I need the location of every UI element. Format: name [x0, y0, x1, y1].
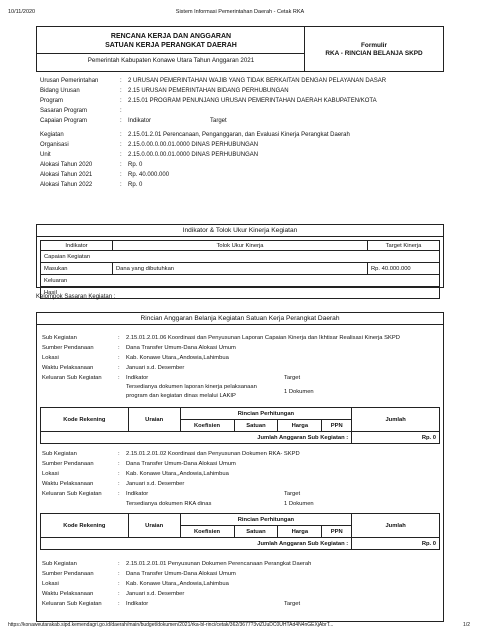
info-label: Unit	[40, 152, 51, 158]
colon: :	[120, 88, 122, 94]
header-right	[305, 27, 443, 71]
colon: :	[120, 78, 122, 84]
sub-label: Lokasi	[42, 471, 59, 477]
info-label: Capaian Program	[40, 118, 88, 124]
sub-label: Sumber Pendanaan	[42, 345, 94, 351]
info-value: Rp. 40.000.000	[128, 172, 170, 178]
column-header: Kode Rekening	[41, 514, 129, 538]
table-header-row	[41, 241, 440, 251]
sub-target-label: Target	[284, 491, 301, 497]
colon: :	[118, 561, 120, 567]
kelompok-sasaran: Kelompok Sasaran Kegiatan :	[36, 294, 116, 300]
sub-label: Sumber Pendanaan	[42, 461, 94, 467]
info-label: Urusan Pemerintahan	[40, 78, 99, 84]
colon: :	[118, 571, 120, 577]
colon: :	[118, 461, 120, 467]
info-row	[40, 132, 460, 141]
column-header: Jumlah	[352, 408, 440, 432]
info-label: Kegiatan	[40, 132, 64, 138]
info-value: Rp. 0	[128, 182, 143, 188]
print-footer	[0, 622, 480, 632]
column-header: Satuan	[234, 420, 278, 432]
sub-label: Lokasi	[42, 581, 59, 587]
info-label: Bidang Urusan	[40, 88, 80, 94]
sub-value: 2.15.01.2.01.02 Koordinasi dan Penyusunan Dokumen RKA- SKPD	[126, 451, 300, 457]
info-label: Organisasi	[40, 142, 69, 148]
colon: :	[118, 345, 120, 351]
table-cell: Keluaran	[41, 275, 440, 287]
sub-value: Kab. Konawe Utara,,Andowia,Lahimbua	[126, 471, 229, 477]
header-divider	[37, 53, 304, 54]
sub-target-value: 1 Dokumen	[284, 501, 314, 507]
rincian-section	[36, 312, 444, 622]
sub-value: Indikator	[126, 601, 149, 607]
document-header	[36, 26, 444, 72]
colon: :	[120, 108, 122, 114]
table-cell: Capaian Kegiatan	[41, 251, 440, 263]
sub-value: Dana Transfer Umum-Dana Alokasi Umum	[126, 571, 236, 577]
total-row	[41, 432, 440, 444]
column-header: Koefisien	[180, 420, 234, 432]
info-row	[40, 172, 460, 181]
sub-value: Januari s.d. Desember	[126, 365, 185, 371]
column-header: Uraian	[128, 408, 180, 432]
colon: :	[118, 591, 120, 597]
info-value: 2.15 URUSAN PEMERINTAHAN BIDANG PERHUBUNGAN	[128, 88, 289, 94]
column-header: PPN	[322, 420, 352, 432]
form-label: Formulir	[361, 42, 387, 49]
sub-value: 2.15.01.2.01.01 Penyusunan Dokumen Perencanaan Perangkat Daerah	[126, 561, 312, 567]
column-header: Rincian Perhitungan	[180, 514, 352, 526]
info-row	[40, 98, 460, 107]
info-value: 2.15.0.00.0.00.01.0000 DINAS PERHUBUNGAN	[128, 152, 259, 158]
table-cell: Hasil	[41, 287, 440, 299]
sub-value: Tersedianya dokumen laporan kinerja pelaksanaan	[126, 384, 257, 390]
colon: :	[118, 491, 120, 497]
table-cell: Dana yang dibutuhkan	[113, 263, 368, 275]
column-header: Tolok Ukur Kinerja	[113, 241, 368, 251]
colon: :	[118, 335, 120, 341]
info-row	[40, 142, 460, 151]
column-header: Harga	[278, 420, 322, 432]
sub-value: Dana Transfer Umum-Dana Alokasi Umum	[126, 461, 236, 467]
total-row	[41, 538, 440, 550]
sub-value: Dana Transfer Umum-Dana Alokasi Umum	[126, 345, 236, 351]
print-header	[0, 9, 480, 19]
sub-value: Januari s.d. Desember	[126, 481, 185, 487]
colon: :	[118, 375, 120, 381]
colon: :	[118, 471, 120, 477]
colon: :	[120, 162, 122, 168]
column-header: Uraian	[128, 514, 180, 538]
sub-value: program dan kegiatan dinas melalui LAKIP	[126, 393, 236, 399]
info-value-target: Target	[210, 118, 227, 124]
indikator-title: Indikator & Tolok Ukur Kinerja Kegiatan	[37, 225, 443, 237]
info-value: Rp. 0	[128, 162, 143, 168]
info-value: Indikator	[128, 118, 152, 124]
total-label: Jumlah Anggaran Sub Kegiatan :	[41, 432, 352, 444]
table-row	[41, 263, 440, 275]
print-title: Sistem Informasi Pemerintahan Daerah - Cetak RKA	[175, 9, 305, 15]
colon: :	[120, 182, 122, 188]
print-date: 10/11/2020	[8, 9, 36, 15]
sub-label: Sub Kegiatan	[42, 451, 77, 457]
sub-label: Keluaran Sub Kegiatan	[42, 375, 102, 381]
header-left	[37, 27, 305, 71]
colon: :	[120, 142, 122, 148]
info-row	[40, 162, 460, 171]
sub-label: Waktu Pelaksanaan	[42, 591, 94, 597]
table-header-row	[41, 408, 440, 420]
info-value: 2.15.01.2.01 Perencanaan, Penganggaran, dan Evaluasi Kinerja Perangkat Daerah	[128, 132, 350, 138]
colon: :	[118, 451, 120, 457]
total-value: Rp. 0	[352, 432, 440, 444]
column-header: Koefisien	[180, 526, 234, 538]
sub-target-value: 1 Dokumen	[284, 389, 314, 395]
rincian-table	[40, 513, 440, 550]
sub-value: Indikator	[126, 375, 149, 381]
info-row	[40, 88, 460, 97]
form-name: RKA - RINCIAN BELANJA SKPD	[325, 50, 423, 57]
sub-target-label: Target	[284, 601, 301, 607]
colon: :	[120, 172, 122, 178]
colon: :	[120, 152, 122, 158]
column-header: Jumlah	[352, 514, 440, 538]
info-row	[40, 152, 460, 161]
info-row	[40, 118, 460, 127]
info-label: Alokasi Tahun 2022	[40, 182, 93, 188]
table-cell: Rp. 40.000.000	[368, 263, 440, 275]
total-label: Jumlah Anggaran Sub Kegiatan :	[41, 538, 352, 550]
colon: :	[118, 355, 120, 361]
sub-label: Keluaran Sub Kegiatan	[42, 601, 102, 607]
column-header: Satuan	[234, 526, 278, 538]
page-number: 1/2	[463, 622, 470, 628]
colon: :	[120, 118, 122, 124]
sub-label: Waktu Pelaksanaan	[42, 481, 94, 487]
info-label: Sasaran Program	[40, 108, 88, 114]
page-url: https://konaweutarakab.sipd.kemendagri.go.id/daerah/main/budget/dokumen/2021/rka-bl-rinci/cetak/362/3677?3viZUuDC0UHTAd4N4nGEXjAbrT...	[8, 622, 334, 628]
info-row	[40, 108, 460, 117]
info-label: Program	[40, 98, 64, 104]
column-header: Indikator	[41, 241, 113, 251]
table-row	[41, 251, 440, 263]
doc-title-line2: SATUAN KERJA PERANGKAT DAERAH	[105, 42, 237, 49]
rincian-title: Rincian Anggaran Belanja Kegiatan Satuan Kerja Perangkat Daerah	[37, 313, 443, 325]
info-row	[40, 78, 460, 87]
sub-label: Sub Kegiatan	[42, 561, 77, 567]
indikator-table	[40, 240, 440, 299]
total-value: Rp. 0	[352, 538, 440, 550]
colon: :	[118, 581, 120, 587]
sub-label: Waktu Pelaksanaan	[42, 365, 94, 371]
colon: :	[120, 98, 122, 104]
sub-target-label: Target	[284, 375, 301, 381]
sub-value: Kab. Konawe Utara,,Andowia,Lahimbua	[126, 581, 229, 587]
indikator-section	[36, 224, 444, 296]
doc-subtitle: Pemerintah Kabupaten Konawe Utara Tahun Anggaran 2021	[87, 57, 255, 64]
sub-value: Indikator	[126, 491, 149, 497]
sub-value: Tersedianya dokumen RKA dinas	[126, 501, 212, 507]
sub-label: Keluaran Sub Kegiatan	[42, 491, 102, 497]
column-header: Kode Rekening	[41, 408, 129, 432]
sub-value: 2.15.01.2.01.06 Koordinasi dan Penyusunan Laporan Capaian Kinerja dan Ikhtisar Realisasi Kinerja SKPD	[126, 335, 400, 341]
column-header: Rincian Perhitungan	[180, 408, 352, 420]
info-value: 2 URUSAN PEMERINTAHAN WAJIB YANG TIDAK BERKAITAN DENGAN PELAYANAN DASAR	[128, 78, 387, 84]
colon: :	[118, 601, 120, 607]
colon: :	[118, 481, 120, 487]
doc-title-line1: RENCANA KERJA DAN ANGGARAN	[110, 33, 232, 40]
sub-value: Januari s.d. Desember	[126, 591, 185, 597]
column-header: Target Kinerja	[368, 241, 440, 251]
sub-label: Lokasi	[42, 355, 59, 361]
colon: :	[118, 365, 120, 371]
info-value: 2.15.0.00.0.00.01.0000 DINAS PERHUBUNGAN	[128, 142, 259, 148]
rincian-table	[40, 407, 440, 444]
colon: :	[120, 132, 122, 138]
info-label: Alokasi Tahun 2021	[40, 172, 93, 178]
info-row	[40, 182, 460, 191]
column-header: Harga	[278, 526, 322, 538]
table-header-row	[41, 514, 440, 526]
info-value: 2.15.01 PROGRAM PENUNJANG URUSAN PEMERINTAHAN DAERAH KABUPATEN/KOTA	[128, 98, 377, 104]
sub-label: Sub Kegiatan	[42, 335, 77, 341]
sub-value: Kab. Konawe Utara,,Andowia,Lahimbua	[126, 355, 229, 361]
table-cell: Masukan	[41, 263, 113, 275]
info-label: Alokasi Tahun 2020	[40, 162, 93, 168]
table-row	[41, 275, 440, 287]
column-header: PPN	[322, 526, 352, 538]
sub-label: Sumber Pendanaan	[42, 571, 94, 577]
